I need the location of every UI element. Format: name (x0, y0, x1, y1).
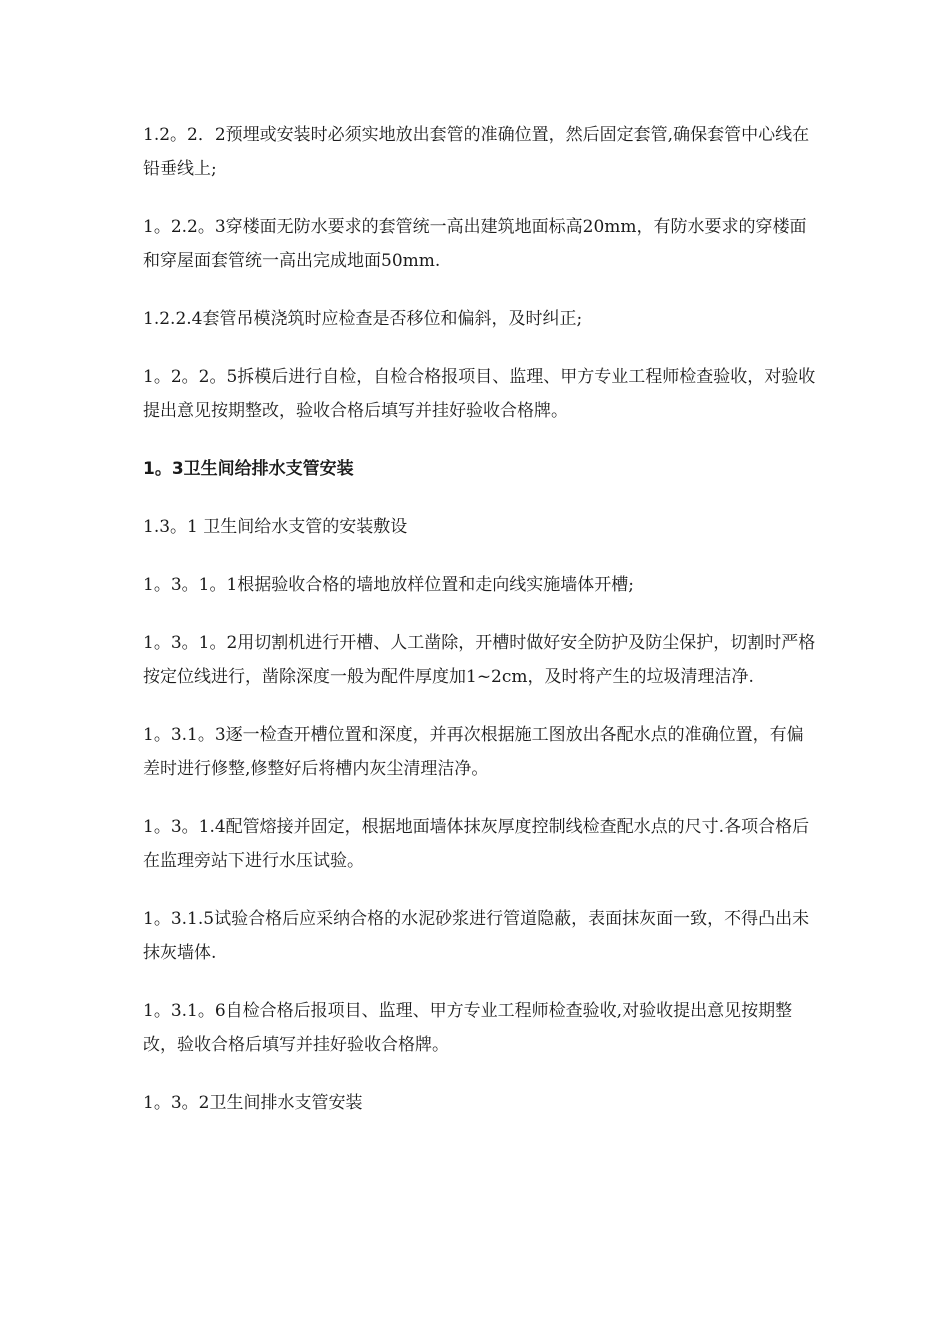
paragraph-1-3-1-1: 1。3。1。1根据验收合格的墙地放样位置和走向线实施墙体开槽; (143, 575, 634, 595)
paragraph-1-3-1-5: 1。3.1.5试验合格后应采纳合格的水泥砂浆进行管道隐蔽，表面抹灰面一致，不得凸出未抹灰墙体. (143, 909, 810, 963)
paragraph-1-3-1-3: 1。3.1。3逐一检查开槽位置和深度，并再次根据施工图放出各配水点的准确位置，有偏差时进行修整,修整好后将槽内灰尘清理洁净。 (143, 725, 804, 779)
paragraph-1-2-2-4: 1.2.2.4套管吊模浇筑时应检查是否移位和偏斜，及时纠正; (143, 309, 583, 329)
section-heading-1-3: 1。3卫生间给排水支管安装 (143, 459, 354, 479)
subsection-heading-1-3-1: 1.3。1 卫生间给水支管的安装敷设 (143, 517, 408, 537)
paragraph-1-3-1-2: 1。3。1。2用切割机进行开槽、人工凿除，开槽时做好安全防护及防尘保护，切割时严格按定位线进行，凿除深度一般为配件厚度加1~2cm，及时将产生的垃圾清理洁净. (143, 633, 816, 687)
document-page (143, 118, 818, 1144)
paragraph-1-3-1-4: 1。3。1.4配管熔接并固定，根据地面墙体抹灰厚度控制线检查配水点的尺寸.各项合格后在监理旁站下进行水压试验。 (143, 817, 810, 871)
subsection-heading-1-3-2: 1。3。2卫生间排水支管安装 (143, 1093, 363, 1113)
paragraph-1-3-1-6: 1。3.1。6自检合格后报项目、监理、甲方专业工程师检查验收,对验收提出意见按期整改，验收合格后填写并挂好验收合格牌。 (143, 1001, 793, 1055)
paragraph-1-2-2-2: 1.2。2．2预埋或安装时必须实地放出套管的准确位置，然后固定套管,确保套管中心线在铅垂线上; (143, 125, 810, 179)
paragraph-1-2-2-5: 1。2。2。5拆模后进行自检，自检合格报项目、监理、甲方专业工程师检查验收，对验收提出意见按期整改，验收合格后填写并挂好验收合格牌。 (143, 367, 816, 421)
paragraph-1-2-2-3: 1。2.2。3穿楼面无防水要求的套管统一高出建筑地面标高20mm，有防水要求的穿楼面和穿屋面套管统一高出完成地面50mm. (143, 217, 807, 271)
